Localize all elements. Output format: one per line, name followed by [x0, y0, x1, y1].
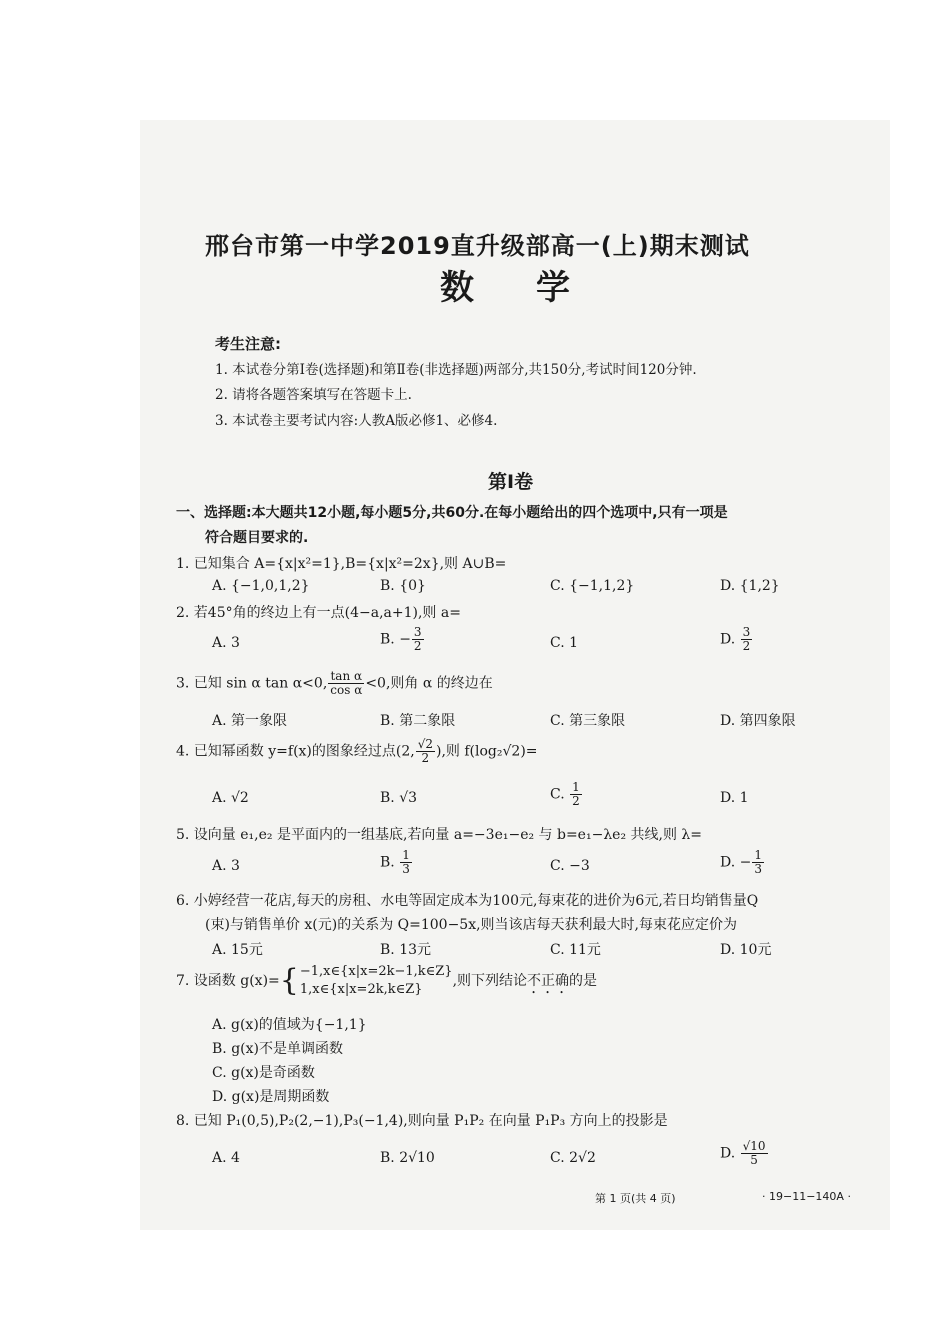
numerator: 1 — [402, 848, 410, 862]
section-heading: 一、选择题:本大题共12小题,每小题5分,共60分.在每小题给出的四个选项中,只有一项是 — [176, 505, 728, 521]
denominator: 2 — [742, 639, 751, 653]
option-b — [380, 626, 425, 653]
option-d: D. 1 — [720, 790, 749, 806]
option-a: A. {−1,0,1,2} — [212, 578, 310, 594]
numerator: 3 — [742, 625, 751, 639]
fraction — [741, 1140, 768, 1167]
option-d: D. 10元 — [720, 942, 772, 958]
question-stem-cont: (束)与销售单价 x(元)的关系为 Q=100−5x,则当该店每天获利最大时,每束花应定价为 — [205, 917, 738, 933]
option-d-label: D. − — [720, 854, 752, 871]
numerator: tan α — [328, 670, 364, 684]
document-code: · 19−11−140A · — [762, 1190, 851, 1203]
option-b: B. √3 — [380, 790, 418, 806]
denominator: 2 — [572, 794, 580, 808]
option-b: B. {0} — [380, 578, 426, 594]
denominator: 2 — [421, 751, 430, 765]
option-b — [380, 849, 413, 876]
option-c: C. 11元 — [550, 942, 601, 958]
question-stem: 5. 设向量 e₁,e₂ 是平面内的一组基底,若向量 a=−3e₁−e₂ 与 b=e₁−λe₂ 共线,则 λ= — [176, 827, 703, 843]
option-d-label: D. — [720, 1145, 740, 1162]
option-d — [720, 849, 765, 876]
exam-title: 邢台市第一中学2019直升级部高一(上)期末测试 — [205, 232, 750, 260]
option-a: A. 4 — [212, 1150, 240, 1166]
part-title: 第Ⅰ卷 — [488, 471, 534, 493]
emphasis-text: 不正确 — [527, 973, 570, 989]
numerator: 3 — [413, 625, 422, 639]
question-stem: 8. 已知 P₁(0,5),P₂(2,−1),P₃(−1,4),则向量 P₁P₂ 在向量 P₁P₃ 方向上的投影是 — [176, 1113, 668, 1129]
option-b-label: B. − — [380, 631, 411, 648]
option-d — [720, 626, 753, 653]
fraction — [741, 626, 753, 653]
fraction — [416, 738, 435, 765]
fraction — [752, 849, 764, 876]
numerator: √2 — [417, 737, 433, 751]
fraction — [412, 626, 424, 653]
option-c: C. 2√2 — [550, 1150, 596, 1166]
denominator: 3 — [754, 862, 762, 876]
option-d-label: D. — [720, 631, 740, 648]
stem-part: 4. 已知幂函数 y=f(x)的图象经过点(2, — [176, 743, 415, 760]
option-a: A. 3 — [212, 858, 240, 874]
question-stem — [176, 738, 538, 765]
question-stem — [176, 670, 493, 697]
option-a: A. 3 — [212, 635, 240, 651]
option-a: A. √2 — [212, 790, 249, 806]
question-stem — [176, 963, 597, 999]
option-a: A. g(x)的值域为{−1,1} — [212, 1017, 367, 1033]
option-d: D. 第四象限 — [720, 713, 796, 729]
question-stem: 2. 若45°角的终边上有一点(4−a,a+1),则 a= — [176, 605, 461, 621]
option-a: A. 15元 — [212, 942, 263, 958]
numerator: 1 — [754, 848, 762, 862]
option-b-label: B. — [380, 854, 400, 871]
fraction — [570, 781, 582, 808]
option-b: B. 2√10 — [380, 1150, 435, 1166]
stem-part: 7. 设函数 g(x)= — [176, 973, 280, 989]
option-c: C. g(x)是奇函数 — [212, 1065, 315, 1081]
notice-heading: 考生注意: — [215, 335, 281, 353]
option-b: B. 13元 — [380, 942, 432, 958]
denominator: 5 — [750, 1153, 758, 1167]
case-line: 1,x∈{x|x=2k,k∈Z} — [299, 982, 423, 997]
numerator: √10 — [742, 1139, 766, 1153]
denominator: cos α — [330, 683, 363, 697]
question-stem: 6. 小婷经营一花店,每天的房租、水电等固定成本为100元,每束花的进价为6元,若日均销售量Q — [176, 893, 759, 909]
denominator: 2 — [413, 639, 422, 653]
stem-part: 的是 — [569, 973, 598, 989]
subject-title: 数学 — [440, 268, 632, 308]
fraction — [328, 670, 364, 697]
notice-item: 1. 本试卷分第Ⅰ卷(选择题)和第Ⅱ卷(非选择题)两部分,共150分,考试时间120分钟. — [215, 362, 697, 378]
brace-glyph: { — [279, 963, 299, 998]
section-heading-cont: 符合题目要求的. — [205, 530, 309, 546]
question-stem: 1. 已知集合 A={x|x²=1},B={x|x²=2x},则 A∪B= — [176, 556, 507, 572]
page-number: 第 1 页(共 4 页) — [595, 1192, 676, 1205]
notice-item: 2. 请将各题答案填写在答题卡上. — [215, 387, 412, 403]
option-d: D. {1,2} — [720, 578, 780, 594]
option-a: A. 第一象限 — [212, 713, 288, 729]
case-line: −1,x∈{x|x=2k−1,k∈Z} — [299, 964, 453, 979]
option-c: C. −3 — [550, 858, 590, 874]
option-b: B. g(x)不是单调函数 — [212, 1041, 343, 1057]
stem-part: 3. 已知 sin α tan α<0, — [176, 675, 328, 692]
notice-item: 3. 本试卷主要考试内容:人教A版必修1、必修4. — [215, 413, 498, 429]
option-c-label: C. — [550, 786, 570, 803]
fraction — [400, 849, 412, 876]
option-c: C. {−1,1,2} — [550, 578, 635, 594]
stem-part: ),则 f(log₂√2)= — [436, 743, 538, 760]
option-c — [550, 781, 583, 808]
piecewise-cases — [300, 963, 453, 999]
option-d: D. g(x)是周期函数 — [212, 1089, 330, 1105]
stem-part: ,则下列结论 — [452, 973, 528, 989]
option-b: B. 第二象限 — [380, 713, 456, 729]
option-d — [720, 1140, 769, 1167]
stem-part: <0,则角 α 的终边在 — [365, 675, 493, 692]
denominator: 3 — [402, 862, 410, 876]
option-c: C. 第三象限 — [550, 713, 626, 729]
option-c: C. 1 — [550, 635, 579, 651]
numerator: 1 — [572, 780, 580, 794]
